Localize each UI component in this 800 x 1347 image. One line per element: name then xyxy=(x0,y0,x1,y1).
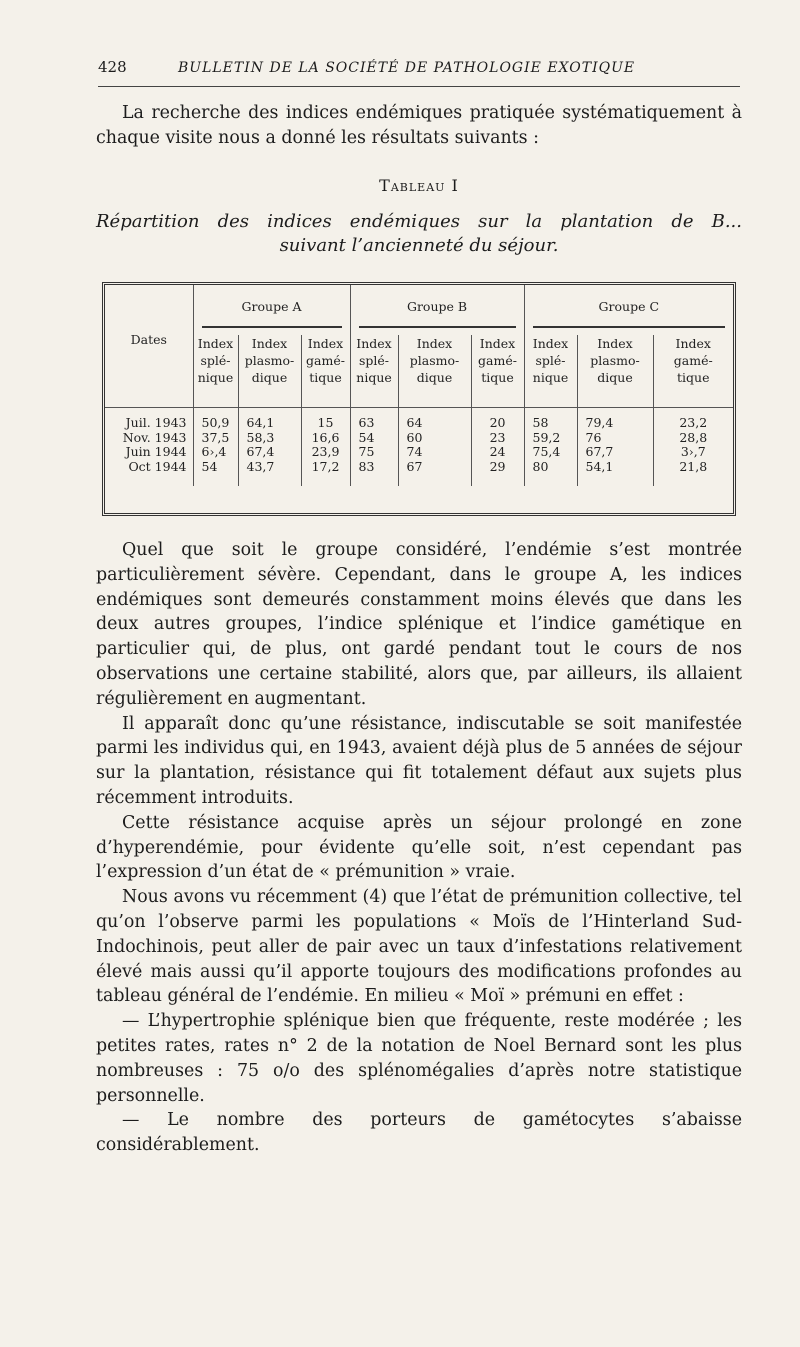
subheader-word: Index xyxy=(416,336,453,351)
data-table xyxy=(105,285,733,486)
running-title: BULLETIN DE LA SOCIÉTÉ DE PATHOLOGIE EXOTIQUE xyxy=(178,60,636,76)
table-cell: 58 xyxy=(524,408,577,431)
table-cell: 37,5 xyxy=(193,431,238,446)
table-cell: 75,4 xyxy=(524,445,577,460)
subheader-word: Index xyxy=(197,336,234,351)
subheader-g2-c1 xyxy=(350,335,398,393)
table-cell: 67 xyxy=(398,460,471,475)
table-cell: 24 xyxy=(471,445,524,460)
table-caption xyxy=(96,210,742,258)
table-cell: 79,4 xyxy=(577,408,653,431)
subheader-word: gamé- xyxy=(306,353,345,368)
table-cell: 23 xyxy=(471,431,524,446)
row-date: Oct 1944 xyxy=(128,458,187,474)
table-cell: 76 xyxy=(577,431,653,446)
table-cell: 20 xyxy=(471,408,524,431)
subheader-word: nique xyxy=(356,370,392,385)
row-date: Juin 1944 xyxy=(125,444,187,459)
table-cell: 54 xyxy=(350,431,398,446)
table-cell: 58,3 xyxy=(238,431,301,446)
subheader-word: dique xyxy=(251,370,288,385)
subheader-word: plasmo- xyxy=(244,353,295,368)
data-table-frame xyxy=(102,282,736,516)
subheader-row xyxy=(105,335,733,393)
table-row xyxy=(105,431,733,446)
table-cell: 67,7 xyxy=(577,445,653,460)
subheader-word: dique xyxy=(416,370,453,385)
table-cell: 54,1 xyxy=(577,460,653,475)
table-cell: 60 xyxy=(398,431,471,446)
subheader-g2-c2 xyxy=(398,335,471,393)
paragraph-5: — L’hypertrophie splénique bien que fréquente, reste modérée ; les petites rates, rates n° 2 de la notation de Noel Bernard sont les plus nombreuses : 75 o/o des splénomégalies d’après notre statistique personnelle. xyxy=(96,1011,742,1106)
table-row xyxy=(105,408,733,431)
group-a-header: Groupe A xyxy=(193,285,350,321)
table-cell: 6›,4 xyxy=(193,445,238,460)
subheader-g3-c3 xyxy=(653,335,733,393)
subheader-word: Index xyxy=(479,336,516,351)
intro-text: La recherche des indices endémiques pratiquée systématiquement à chaque visite nous a donné les résultats suivants : xyxy=(96,103,742,148)
table-cell: 64,1 xyxy=(238,408,301,431)
table-cell: 17,2 xyxy=(301,460,350,475)
group-a-brace xyxy=(193,321,350,335)
table-cell: 83 xyxy=(350,460,398,475)
table-row xyxy=(105,445,733,460)
subheader-word: gamé- xyxy=(478,353,517,368)
table-cell: 74 xyxy=(398,445,471,460)
paragraph-2: Il apparaît donc qu’une résistance, indiscutable se soit manifestée parmi les individus qui, en 1943, avaient déjà plus de 5 années de séjour sur la plantation, résistance qui fit totalement défaut aux sujets plus récemment introduits. xyxy=(96,713,742,808)
table-cell: 23,2 xyxy=(653,408,733,431)
subheader-g1-c2 xyxy=(238,335,301,393)
dates-header: Dates xyxy=(130,331,167,347)
subheader-g1-c3 xyxy=(301,335,350,393)
subheader-word: Index xyxy=(356,336,392,351)
subheader-word: Index xyxy=(675,336,711,351)
subheader-word: plasmo- xyxy=(590,353,640,368)
group-c-header: Groupe C xyxy=(524,285,733,321)
table-cell: 64 xyxy=(398,408,471,431)
table-caption-line1: Répartition des indices endémiques sur la plantation de B... xyxy=(96,211,742,232)
subheader-word: dique xyxy=(597,370,633,385)
paragraph-4: Nous avons vu récemment (4) que l’état de prémunition collective, tel qu’on l’observe parmi les populations « Moïs de l’Hinterland Sud-Indochinois, peut aller de pair avec un taux d’infestations relativement élevé mais aussi qu’il apporte toujours des modifications profondes au tableau général de l’endémie. En milieu « Moï » prémuni en effet : xyxy=(96,887,742,1007)
paragraph-6: — Le nombre des porteurs de gamétocytes s’abaisse considérablement. xyxy=(96,1110,742,1156)
subheader-g2-c3 xyxy=(471,335,524,393)
row-date: Juil. 1943 xyxy=(125,415,187,430)
table-cell: 75 xyxy=(350,445,398,460)
table-cell: 63 xyxy=(350,408,398,431)
group-b-brace xyxy=(350,321,524,335)
table-cell: 29 xyxy=(471,460,524,475)
subheader-g3-c1 xyxy=(524,335,577,393)
subheader-word: tique xyxy=(309,370,342,385)
table-cell: 28,8 xyxy=(653,431,733,446)
table-cell: 21,8 xyxy=(653,460,733,475)
table-cell: 59,2 xyxy=(524,431,577,446)
table-caption-line2: suivant l’ancienneté du séjour. xyxy=(279,235,559,256)
subheader-word: Index xyxy=(597,336,633,351)
table-cell: 50,9 xyxy=(193,408,238,431)
table-cell: 80 xyxy=(524,460,577,475)
page-number: 428 xyxy=(98,58,127,76)
subheader-word: tique xyxy=(677,370,710,385)
body-text xyxy=(96,538,742,1158)
running-header xyxy=(98,58,740,87)
subheader-g1-c1 xyxy=(193,335,238,393)
subheader-word: splé- xyxy=(358,353,390,368)
subheader-word: Index xyxy=(251,336,288,351)
table-cell: 3›,7 xyxy=(653,445,733,460)
subheader-word: nique xyxy=(197,370,234,385)
subheader-word: nique xyxy=(532,370,569,385)
table-title: Tableau I xyxy=(379,176,459,195)
table-cell: 23,9 xyxy=(301,445,350,460)
subheader-word: splé- xyxy=(200,353,231,368)
group-b-header: Groupe B xyxy=(350,285,524,321)
subheader-word: Index xyxy=(307,336,344,351)
intro-paragraph xyxy=(96,101,742,151)
subheader-g3-c2 xyxy=(577,335,653,393)
table-cell: 15 xyxy=(301,408,350,431)
subheader-word: splé- xyxy=(535,353,566,368)
table-cell: 67,4 xyxy=(238,445,301,460)
table-row xyxy=(105,460,733,475)
subheader-word: plasmo- xyxy=(409,353,460,368)
row-date: Nov. 1943 xyxy=(122,429,187,445)
paragraph-1: Quel que soit le groupe considéré, l’endémie s’est montrée particulièrement sévère. Cependant, dans le groupe A, les indices endémiques sont demeurés constamment moins élevés que dans les deux autres groupes, l’indice splénique et l’indice gamétique en particulier qui, de plus, ont gardé pendant tout le cours de nos observations une certaine stabilité, alors que, par ailleurs, ils allaient régulièrement en augmentant. xyxy=(96,540,742,709)
table-cell: 43,7 xyxy=(238,460,301,475)
table-cell: 54 xyxy=(193,460,238,475)
subheader-word: gamé- xyxy=(673,353,713,368)
table-cell: 16,6 xyxy=(301,431,350,446)
subheader-word: tique xyxy=(481,370,514,385)
table-body xyxy=(105,408,733,487)
group-c-brace xyxy=(524,321,733,335)
subheader-word: Index xyxy=(532,336,569,351)
paragraph-3: Cette résistance acquise après un séjour prolongé en zone d’hyperendémie, pour évidente qu’elle soit, n’est cependant pas l’expression d’un état de « prémunition » vraie. xyxy=(96,812,742,883)
